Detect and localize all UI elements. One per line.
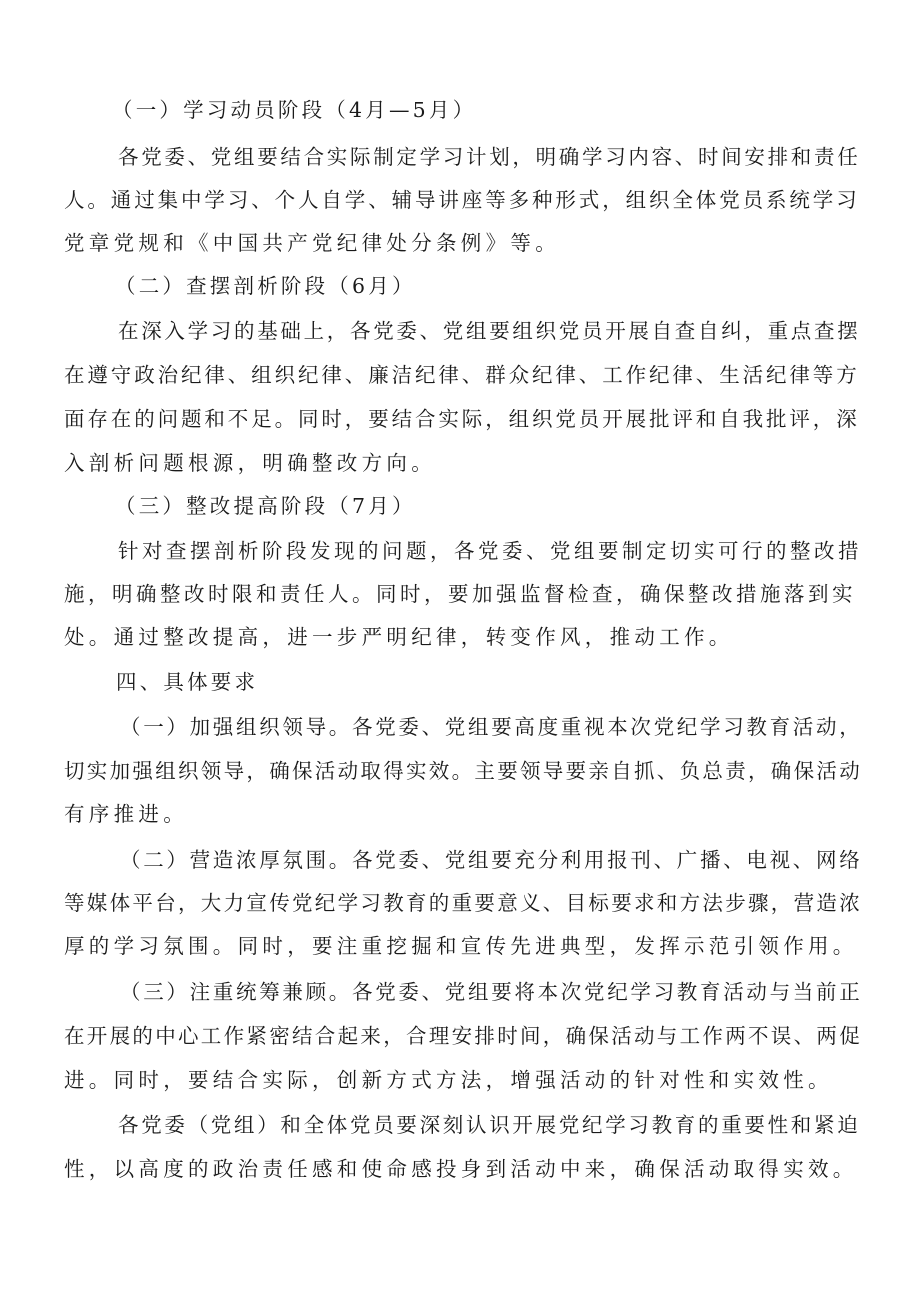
requirement2-line-2: 等媒体平台，大力宣传党纪学习教育的重要意义、目标要求和方法步骤，营造浓 <box>64 891 862 915</box>
stage1-line-2: 人。通过集中学习、个人自学、辅导讲座等多种形式，组织全体党员系统学习 <box>64 188 860 212</box>
requirement3-line-1: （三）注重统筹兼顾。各党委、党组要将本次党纪学习教育活动与当前正 <box>120 980 863 1004</box>
requirement3-line-2: 在开展的中心工作紧密结合起来，合理安排时间，确保活动与工作两不误、两促 <box>64 1024 862 1048</box>
stage1-line-3: 党章党规和《中国共产党纪律处分条例》等。 <box>64 231 560 255</box>
stage3-line-3: 处。通过整改提高，进一步严明纪律，转变作风，推动工作。 <box>64 625 734 649</box>
stage3-line-2: 施，明确整改时限和责任人。同时，要加强监督检查，确保整改措施落到实 <box>64 582 856 606</box>
stage3-line-1: 针对查摆剖析阶段发现的问题，各党委、党组要制定切实可行的整改措 <box>118 539 862 563</box>
requirement1-line-3: 有序推进。 <box>64 802 188 826</box>
requirement1-line-1: （一）加强组织领导。各党委、党组要高度重视本次党纪学习教育活动， <box>120 715 863 739</box>
requirement2-line-1: （二）营造浓厚氛围。各党委、党组要充分利用报刊、广播、电视、网络 <box>120 848 863 872</box>
stage2-line-3: 面存在的问题和不足。同时，要结合实际，组织党员开展批评和自我批评，深 <box>64 407 860 431</box>
stage2-line-2: 在遵守政治纪律、组织纪律、廉洁纪律、群众纪律、工作纪律、生活纪律等方 <box>64 363 860 387</box>
closing-line-2: 性，以高度的政治责任感和使命感投身到活动中来，确保活动取得实效。 <box>64 1157 858 1181</box>
stage1-heading: （一）学习动员阶段（4月—5月） <box>112 98 477 122</box>
stage2-line-1: 在深入学习的基础上，各党委、党组要组织党员开展自查自纠，重点查摆 <box>118 319 861 343</box>
closing-line-1: 各党委（党组）和全体党员要深刻认识开展党纪学习教育的重要性和紧迫 <box>118 1113 861 1137</box>
stage1-line-1: 各党委、党组要结合实际制定学习计划，明确学习内容、时间安排和责任 <box>118 145 861 169</box>
stage2-line-4: 入剖析问题根源，明确整改方向。 <box>64 451 436 475</box>
requirement1-line-2: 切实加强组织领导，确保活动取得实效。主要领导要亲自抓、负总责，确保活动 <box>64 759 862 783</box>
stage3-heading: （三）整改提高阶段（7月） <box>115 494 416 518</box>
section4-heading: 四、具体要求 <box>116 670 259 694</box>
requirement3-line-3: 进。同时，要结合实际，创新方式方法，增强活动的针对性和实效性。 <box>64 1068 833 1092</box>
stage2-heading: （二）查摆剖析阶段（6月） <box>115 274 416 298</box>
requirement2-line-3: 厚的学习氛围。同时，要注重挖掘和宣传先进典型，发挥示范引领作用。 <box>64 934 858 958</box>
